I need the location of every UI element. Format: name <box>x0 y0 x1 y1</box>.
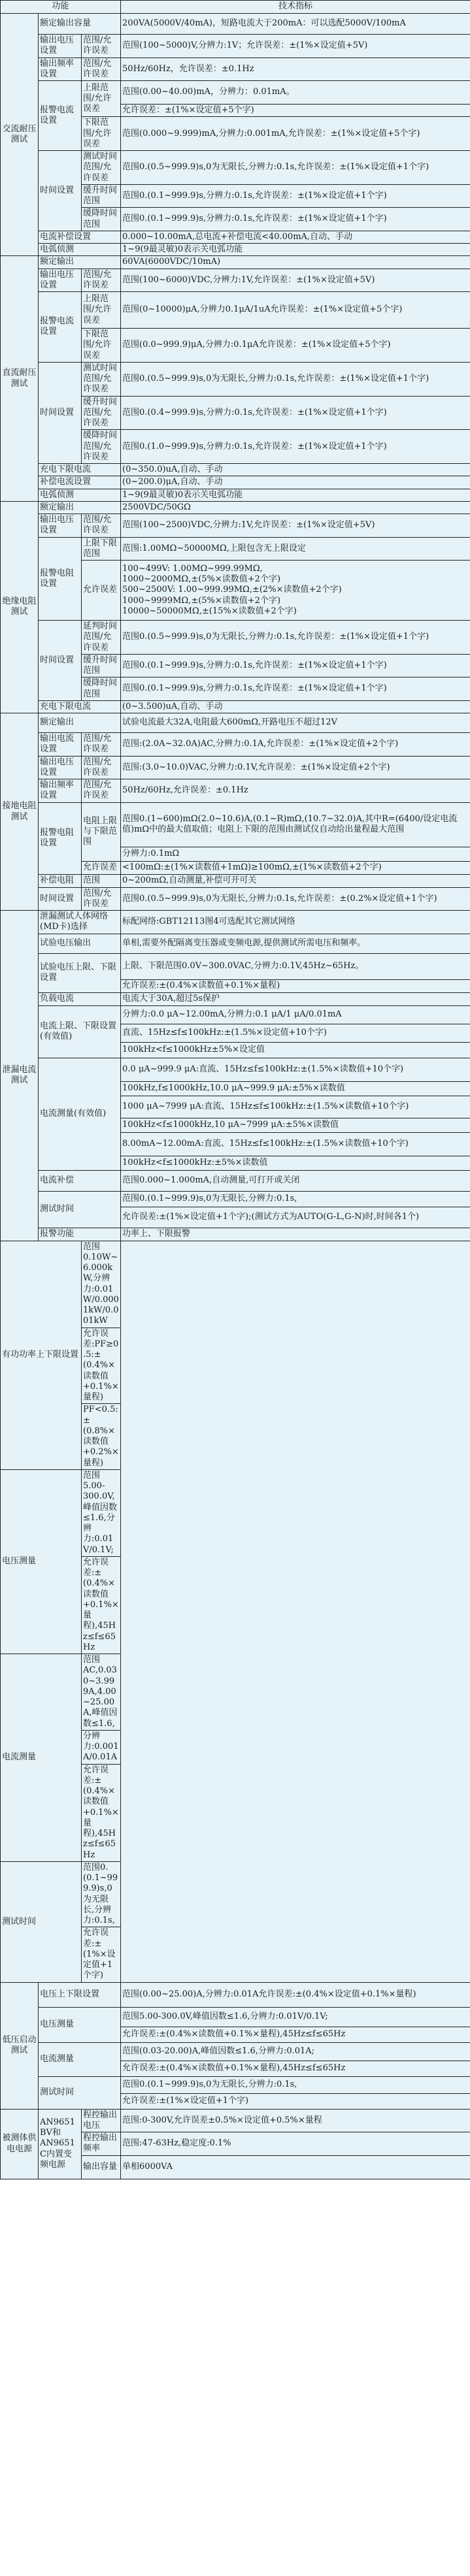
spec-value: 范围(100~5000)V,分辨力:1V；允许误差：±(1%×设定值+5V) <box>121 35 470 58</box>
spec-row <box>1 269 470 292</box>
spec-row <box>1 2042 470 2061</box>
spec-value: 范围0.(0.5~999.9)s,0为无限长,分辨力:0.1s,允许误差：±(1%×设定值+1个字) <box>121 621 470 655</box>
sub-item-label: 测试时间范围/允许误差 <box>82 362 121 396</box>
spec-row <box>1 934 470 953</box>
item-label: 测试时间 <box>39 1191 121 1228</box>
spec-row <box>1 1469 470 1556</box>
spec-value: 范围:0-300V,允许误差±0.5%×设定值+0.5%×量程 <box>121 2109 470 2132</box>
spec-row <box>1 14 470 35</box>
spec-value: 分辨力:0.001A/0.01A <box>82 1730 121 1764</box>
item-label: 电流测量 <box>1 1654 82 1862</box>
spec-value: 分辨力:0.1mΩ <box>121 847 470 861</box>
spec-row <box>1 244 470 256</box>
sub-item-label: 下限范围/允许误差 <box>82 329 121 363</box>
spec-row <box>1 700 470 713</box>
spec-value: 允许误差:PF≥0.5:±(0.4%×读数值+0.1%×量程) <box>82 1328 121 1404</box>
sub-item-label: 延判时间范围/允许误差 <box>82 621 121 655</box>
item-label: 测试时间 <box>39 2076 121 2109</box>
sub-item-label: 范围/允许误差 <box>82 887 121 911</box>
spec-row <box>1 1005 470 1024</box>
item-label: 电流补偿 <box>39 1170 121 1191</box>
spec-value: 上限、下限范围0.0V~300.0VAC,分辨力:0.1V,45Hz~65Hz。 <box>121 953 470 979</box>
item-label: 输出电压设置 <box>39 514 82 538</box>
item-label: 报警功能 <box>39 1228 121 1241</box>
spec-row <box>1 756 470 779</box>
sub-item-label: 缓降时间范围 <box>82 677 121 701</box>
item-label: 输出电压设置 <box>39 269 82 292</box>
item-label: 时间设置 <box>39 621 82 701</box>
sub-item-label: 上限范围/允许误差 <box>82 81 121 117</box>
spec-row <box>1 501 470 514</box>
spec-value: 1000 μA~7999 μA:直流、15Hz≤f≤100kHz:±(1.5%×读数值+10个字) <box>121 1096 470 1118</box>
spec-value: 范围(0.00~40.00)mA，分辨力：0.01mA。 <box>121 81 470 105</box>
sub-item-label: 范围/允许误差 <box>82 756 121 779</box>
sub-item-label: 上限范围/允许误差 <box>82 292 121 329</box>
section-label: 接地电阻测试 <box>1 713 39 911</box>
sub-item-label: 电阻上限与下限范围 <box>82 802 121 861</box>
item-label: 测试时间 <box>1 1861 82 1982</box>
spec-row <box>1 489 470 501</box>
sub-item-label: 范围/允许误差 <box>82 57 121 81</box>
sub-item-label: 范围/允许误差 <box>82 514 121 538</box>
sub-item-label: 范围/允许误差 <box>82 35 121 58</box>
sub-item-label: 范围/允许误差 <box>82 733 121 757</box>
spec-value: 允许误差:±(0.4%×读数值+0.1%×量程),45Hz≤f≤65Hz <box>121 2027 470 2042</box>
spec-value: 允许误差:±(1%×设定值+1个字) <box>82 1927 121 1982</box>
spec-value: 范围0.(0.1~999.9)s,分辨力:0.1s,允许误差：±(1%×设定值+1个字) <box>121 654 470 677</box>
spec-value: 50Hz/60Hz,允许误差：±0.1Hz <box>121 779 470 803</box>
sub-item-label: 缓升时间范围 <box>82 184 121 208</box>
spec-value: 范围:(3.0~10.0)VAC,分辨力:0.1V,允许误差：±(1%×设定值+2个字) <box>121 756 470 779</box>
item-label: 报警电阻设置 <box>39 537 82 621</box>
spec-row <box>1 802 470 847</box>
spec-row <box>1 621 470 655</box>
spec-value: 100kHz,f≤1000kHz,10.0 μA~999.9 μA:±5%×读数值 <box>121 1081 470 1096</box>
spec-row <box>1 953 470 979</box>
item-label: 充电下限电流 <box>39 700 121 713</box>
spec-row <box>1 1058 470 1081</box>
item-label: 补偿电流设置 <box>39 476 121 489</box>
item-label: 充电下限电流 <box>39 464 121 476</box>
item-label: 电弧侦测 <box>39 489 121 501</box>
sub-item-label: 缓升时间范围 <box>82 654 121 677</box>
item-label: 额定输出 <box>39 713 121 733</box>
item-label: 额定输出容量 <box>39 14 121 35</box>
spec-value: 单相,需要外配隔离变压器或变频电源,提供测试所需电压和频率。 <box>121 934 470 953</box>
spec-value: 2500VDC/50GΩ <box>121 501 470 514</box>
item-label: 时间设置 <box>39 362 82 463</box>
spec-row <box>1 911 470 934</box>
spec-value: 范围0.(0.1~999.9)s,分辨力:0.1s,允许误差：±(1%×设定值+1个字) <box>121 208 470 231</box>
spec-value: 100kHz<f≤1000kHz:±5%×读数值 <box>121 1156 470 1170</box>
header-row <box>1 1 470 14</box>
item-label: 有功功率上下限设置 <box>1 1241 82 1469</box>
spec-value: 允许误差:±(0.4%×读数值+0.1%×量程),45Hz≤f≤65Hz <box>121 2061 470 2076</box>
spec-row <box>1 231 470 243</box>
item-label: 输出频率设置 <box>39 779 82 803</box>
spec-row <box>1 1241 470 1328</box>
spec-value: 范围AC,0.030~3.999A,4.00~25.00A,峰值因数≤1.6, <box>82 1654 121 1731</box>
spec-value: 范围0.(0.5~999.9)s,0为无限长,分辨力:0.1s,允许误差：±(1%×设定值+1个字) <box>121 362 470 396</box>
sub-item-label: 允许误差 <box>82 861 121 874</box>
spec-value: 范围:1.00MΩ~50000MΩ,上限包含无上限设定 <box>121 537 470 561</box>
sub-item-label: 缓降时间范围/允许误差 <box>82 430 121 464</box>
spec-value: 允许误差:±(0.4%×读数值+0.1%×量程) <box>121 979 470 992</box>
spec-value: 100kHz<f≤1000kHz,10 μA~7999 μA:±5%×读数值 <box>121 1118 470 1132</box>
spec-row <box>1 514 470 538</box>
spec-row <box>1 2076 470 2093</box>
spec-value: 范围0.(0.1~999.9)s,分辨力:0.1s,允许误差：±(1%×设定值+1个字) <box>121 677 470 701</box>
spec-value: 单相6000VA <box>121 2155 470 2179</box>
spec-value: 范围0.(1.0~999.9)s,分辨力:0.1s,允许误差：±(1%×设定值+1个字) <box>121 430 470 464</box>
spec-value: 范围(100~6000)VDC,分辨力:1V,允许误差：±(1%×设定值+5V) <box>121 269 470 292</box>
sub-item-label: 程控输出频率 <box>82 2132 121 2156</box>
spec-value: (0~200.0)μA,自动、手动 <box>121 476 470 489</box>
spec-row <box>1 57 470 81</box>
spec-value: 功率上、下限报警 <box>121 1228 470 1241</box>
spec-value: 范围:(2.0A~32.0A)AC,分辨力:0.1A,允许误差：±(1%×设定值+2个字) <box>121 733 470 757</box>
spec-value: 范围:47-63Hz,稳定度:0.1% <box>121 2132 470 2156</box>
item-label: 输出电压设置 <box>39 756 82 779</box>
spec-value: 范围5.00-300.0V,峰值因数≤1.6,分辨力:0.01V/0.1V; <box>82 1469 121 1556</box>
spec-row <box>1 476 470 489</box>
spec-value: 0.000~10.00mA,总电流+补偿电流<40.00mA,自动、手动 <box>121 231 470 243</box>
spec-row <box>1 2109 470 2132</box>
spec-row <box>1 256 470 269</box>
spec-value: 范围0.(0.1~999.9)s,0为无限长,分辨力:0.1s, <box>121 2076 470 2093</box>
spec-row <box>1 887 470 911</box>
spec-value: 0~200mΩ,自动测量,补偿可开可关 <box>121 874 470 887</box>
sub-item-label: 范围/允许误差 <box>82 269 121 292</box>
sub-item-label: 程控输出电压 <box>82 2109 121 2132</box>
spec-row <box>1 464 470 476</box>
sub-item-label: 缓降时间范围 <box>82 208 121 231</box>
spec-value: 直流、15Hz≤f≤100kHz:±(1.5%×设定值+10个字) <box>121 1024 470 1042</box>
spec-row <box>1 874 470 887</box>
item-label: 报警电阻设置 <box>39 802 82 874</box>
spec-row <box>1 151 470 185</box>
spec-row <box>1 35 470 58</box>
section-label: 交流耐压测试 <box>1 14 39 256</box>
spec-row <box>1 537 470 561</box>
spec-value: 允许误差:±(1%×设定值+1个字) <box>121 2093 470 2109</box>
sub-item-label: 测试时间范围/允许误差 <box>82 151 121 185</box>
item-label: 负载电流 <box>39 992 121 1005</box>
spec-row <box>1 733 470 757</box>
item-label: 试验电压上限、下限设置 <box>39 953 121 992</box>
spec-value: 范围0.(0.5~999.9)s,0为无限长,分辨力:0.1s,允许误差：±(0.2%×设定值+1个字) <box>121 887 470 911</box>
spec-value: 100~499V: 1.00MΩ~999.99MΩ, 1000~2000MΩ,±(5%×读数值+2个字) 500~2500V: 1.00~999.99MΩ,±(2%×读数值+2个字) 1000~9999MΩ,±(5%×读数值+2个字) 10000~50000MΩ,±(15%×读数值+2个字) <box>121 561 470 621</box>
section-label: 泄漏电流测试 <box>1 911 39 1241</box>
sub-item-label: 允许误差 <box>82 561 121 621</box>
spec-row <box>1 1654 470 1731</box>
spec-value: 允许误差：±(1%×设定值+5个字) <box>121 105 470 117</box>
spec-row <box>1 1191 470 1207</box>
spec-value: 范围(0.000~9.999)mA,分辨力:0.001mA,允许误差：±(1%×设定值+5个字) <box>121 117 470 151</box>
item-label: 额定输出 <box>39 501 121 514</box>
spec-value: 范围0.(0.1~999.9)s,0为无限长,分辨力:0.1s, <box>121 1191 470 1207</box>
item-label: 输出电流设置 <box>39 733 82 757</box>
spec-row <box>1 713 470 733</box>
item-label: AN9651BV和AN9651C内置变频电源 <box>39 2109 82 2179</box>
spec-value: 0.0 μA~999.9 μA:直流、15Hz≤f≤100kHz:±(1.5%×读数值+10个字) <box>121 1058 470 1081</box>
section-label: 低压启动测试 <box>1 1982 39 2109</box>
spec-row <box>1 2007 470 2027</box>
spec-value: 允许误差:±(0.4%×读数值+0.1%×量程),45Hz≤f≤65Hz <box>82 1764 121 1861</box>
spec-value: 100kHz<f≤1000kHz±5%×设定值 <box>121 1042 470 1058</box>
spec-row <box>1 1982 470 2007</box>
spec-value: 范围(0.00~25.00)A,分辨力:0.01A允许误差:±(0.4%×设定值+0.1%×量程) <box>121 1982 470 2007</box>
spec-value: 1~9(9最灵敏)0表示关电弧功能 <box>121 244 470 256</box>
item-label: 试验电压输出 <box>39 934 121 953</box>
spec-value: PF<0.5:±(0.8%×读数值+0.2%×量程) <box>82 1404 121 1470</box>
item-label: 电压测量 <box>1 1469 82 1654</box>
spec-value: 8.00mA~12.00mA:直流、15Hz≤f≤100kHz:±(1.5%×读数值+10个字) <box>121 1132 470 1156</box>
spec-value: 范围0.(0.4~999.9)s,分辨力:0.1s,允许误差：±(1%×设定值+1个字) <box>121 396 470 430</box>
spec-row <box>1 779 470 803</box>
spec-value: 电流大于30A,超过5s保护 <box>121 992 470 1005</box>
item-label: 电流测量(有效值) <box>39 1058 121 1170</box>
spec-value: 范围0.(0.5~999.9)s,0为无限长,分辨力:0.1s,允许误差：±(1%×设定值+1个字) <box>121 151 470 185</box>
item-label: 泄漏测试人体网络(MD卡)选择 <box>39 911 121 934</box>
spec-value: 200VA(5000V/40mA)，短路电流大于200mA：可以选配5000V/100mA <box>121 14 470 35</box>
spec-value: 范围0.(0.1~999.9)s,0为无限长,分辨力:0.1s, <box>82 1861 121 1927</box>
spec-value: 60VA(6000VDC/10mA) <box>121 256 470 269</box>
spec-row <box>1 81 470 105</box>
spec-value: 范围(0.03-20.00)A,峰值因数≤1.6,分辨力:0.01A; <box>121 2042 470 2061</box>
item-label: 电压上下限设置 <box>39 1982 121 2007</box>
spec-value: 1~9(9最灵敏)0表示关电弧功能 <box>121 489 470 501</box>
spec-row <box>1 992 470 1005</box>
spec-value: 范围0.(0.1~999.9)s,分辨力:0.1s,允许误差：±(1%×设定值+1个字) <box>121 184 470 208</box>
spec-value: 范围0.(1~600)mΩ(2.0~10.6)A,(0.1~R)mΩ,(10.7~32.0)A,其中R=(6400/设定电流值)mΩ中的最大值取值；电阻上下限的范围由测试仪自动给出量程最大范围 <box>121 802 470 847</box>
spec-value: 50Hz/60Hz，允许误差：±0.1Hz <box>121 57 470 81</box>
spec-row <box>1 1861 470 1927</box>
spec-value: <100mΩ:±(1%×读数值+1mΩ)≥100mΩ,±(1%×读数值+2个字) <box>121 861 470 874</box>
item-label: 报警电流设置 <box>39 292 82 363</box>
section-label: 被测体供电电源 <box>1 2109 39 2179</box>
spec-value: 试验电流最大32A,电阻最大600mΩ,开路电压不超过12V <box>121 713 470 733</box>
item-label: 时间设置 <box>39 151 82 231</box>
sub-item-label: 下限范围/允许误差 <box>82 117 121 151</box>
sub-item-label: 输出容量 <box>82 2155 121 2179</box>
item-label: 时间设置 <box>39 887 82 911</box>
spec-row <box>1 1170 470 1191</box>
spec-value: 允许误差:±(0.4%×读数值+0.1%×量程),45Hz≤f≤65Hz <box>82 1556 121 1654</box>
spec-value: 允许误差:±(1%×设定值+1个字);(测试方式为AUTO(G-L,G-N)时,时间各1个) <box>121 1207 470 1228</box>
section-label: 绝缘电阻测试 <box>1 501 39 713</box>
item-label: 输出频率设置 <box>39 57 82 81</box>
spec-value: 范围(0.0~999.9)μA,分辨力:0.1μA允许误差：±(1%×设定值+5个字) <box>121 329 470 363</box>
item-label: 额定输出 <box>39 256 121 269</box>
spec-value: 范围0.000~1.000mA,自动测量,可打开或关闭 <box>121 1170 470 1191</box>
spec-value: 范围(0~10000)μA,分辨力0.1μA/1uA允许误差：±(1%×设定值+5个字) <box>121 292 470 329</box>
item-label: 输出电压设置 <box>39 35 82 58</box>
spec-body <box>1 14 470 2179</box>
spec-value: 范围5.00-300.0V,峰值因数≤1.6,分辨力:0.01V/0.1V; <box>121 2007 470 2027</box>
function-header: 功能 <box>1 1 121 14</box>
spec-value: (0~350.0)uA,自动、手动 <box>121 464 470 476</box>
sub-item-label: 范围/允许误差 <box>82 779 121 803</box>
item-label: 报警电流设置 <box>39 81 82 151</box>
item-label: 电压测量 <box>39 2007 121 2042</box>
spec-value: 范围(100~2500)VDC,分辨力:1V,允许误差：±(1%×设定值+5V) <box>121 514 470 538</box>
spec-row <box>1 292 470 329</box>
section-label: 直流耐压测试 <box>1 256 39 502</box>
spec-value: 标配网络:GBT12113图4可选配其它测试网络 <box>121 911 470 934</box>
item-label: 电弧侦测 <box>39 244 121 256</box>
spec-value: 分辨力:0.0 μA~12.00mA,分辨力:0.1 μA/1 μA/0.01mA <box>121 1005 470 1024</box>
item-label: 电流补偿设置 <box>39 231 121 243</box>
spec-value: 范围0.10W~6.000kW,分辨力:0.01W/0.0001kW/0.001kW <box>82 1241 121 1328</box>
item-label: 补偿电阻 <box>39 874 82 887</box>
sub-item-label: 范围 <box>82 874 121 887</box>
item-label: 电流上限、下限设置(有效值) <box>39 1005 121 1058</box>
spec-row <box>1 362 470 396</box>
sub-item-label: 缓升时间范围/允许误差 <box>82 396 121 430</box>
spec-header: 技术指标 <box>121 1 470 14</box>
spec-value: (0~3.500)uA,自动、手动 <box>121 700 470 713</box>
sub-item-label: 上限下限范围 <box>82 537 121 561</box>
spec-row <box>1 1228 470 1241</box>
item-label: 电流测量 <box>39 2042 121 2076</box>
